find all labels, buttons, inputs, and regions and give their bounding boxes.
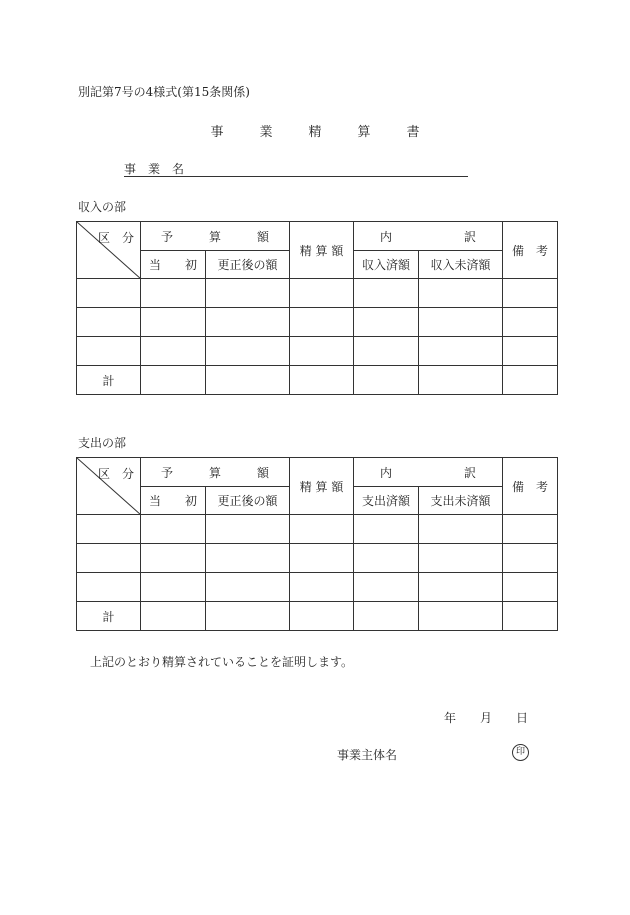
expense-section-title: 支出の部	[78, 436, 127, 450]
total-row	[77, 366, 558, 395]
remarks-header: 備 考	[503, 458, 558, 515]
title-char: 事	[210, 125, 224, 140]
form-label: 別記第7号の4様式(第15条関係)	[78, 85, 250, 99]
initial-budget-header: 当 初	[141, 487, 206, 515]
initial-budget-header: 当 初	[141, 251, 206, 279]
table-row	[77, 573, 558, 602]
received-header: 収入済額	[354, 251, 419, 279]
title-char: 書	[406, 125, 420, 140]
table-row	[77, 337, 558, 366]
revised-budget-header: 更正後の額	[206, 487, 290, 515]
title-char: 業	[259, 125, 273, 140]
total-row	[77, 602, 558, 631]
kubun-header-cell	[77, 458, 141, 515]
total-label: 計	[77, 366, 141, 395]
unpaid-header: 支出未済額	[419, 487, 503, 515]
settlement-header: 精 算 額	[290, 222, 354, 279]
revised-budget-header: 更正後の額	[206, 251, 290, 279]
certification-text: 上記のとおり精算されていることを証明します。	[90, 655, 354, 669]
budget-header: 予 算 額	[141, 458, 290, 487]
kubun-header-cell	[77, 222, 141, 279]
paid-header: 支出済額	[354, 487, 419, 515]
income-section-title: 収入の部	[78, 200, 127, 214]
table-row	[77, 544, 558, 573]
settlement-header: 精 算 額	[290, 458, 354, 515]
business-name-field	[124, 160, 468, 177]
document-title	[0, 121, 630, 140]
breakdown-header: 内 訳	[354, 222, 503, 251]
kubun-header: 区 分	[97, 231, 134, 245]
table-row	[77, 515, 558, 544]
table-row	[77, 279, 558, 308]
date-line: 年 月 日	[444, 711, 529, 725]
kubun-header: 区 分	[97, 467, 134, 481]
signer-label: 事業主体名	[337, 748, 398, 762]
table-row	[77, 308, 558, 337]
budget-header: 予 算 額	[141, 222, 290, 251]
breakdown-header: 内 訳	[354, 458, 503, 487]
unreceived-header: 収入未済額	[419, 251, 503, 279]
income-table	[76, 221, 558, 395]
seal-mark: 印	[512, 744, 529, 761]
title-char: 算	[357, 125, 371, 140]
total-label: 計	[77, 602, 141, 631]
title-char: 精	[308, 125, 322, 140]
expense-table	[76, 457, 558, 631]
business-name-label: 事 業 名	[124, 162, 185, 176]
remarks-header: 備 考	[503, 222, 558, 279]
